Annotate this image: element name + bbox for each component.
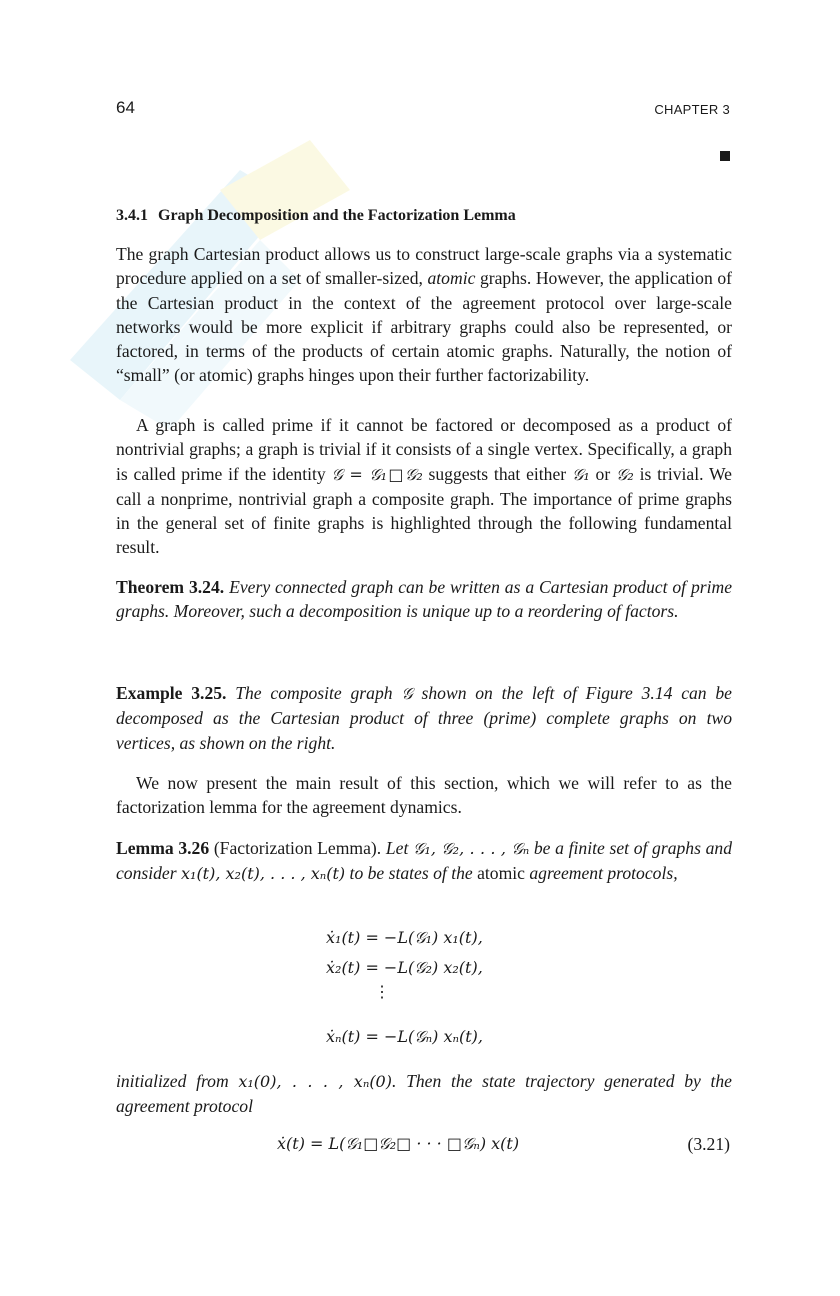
paragraph-2-or: or <box>589 463 616 484</box>
vertical-dots: ⋮ <box>374 984 390 1001</box>
main-equation: ẋ(t) = L(𝒢₁□𝒢₂□ · · · □𝒢ₙ) x(t) <box>277 1134 520 1153</box>
lemma-label: Lemma 3.26 <box>116 838 210 858</box>
paragraph-1-emphasis: atomic <box>427 268 476 289</box>
lemma-text-c: agreement protocols, <box>524 863 678 884</box>
equation-line-n: ẋₙ(t) = −L(𝒢ₙ) xₙ(t), <box>326 1027 483 1046</box>
equation-line-2: ẋ₂(t) = −L(𝒢₂) x₂(t), <box>326 958 483 977</box>
init-math: x₁(0), . . . , xₙ(0) <box>238 1072 392 1091</box>
theorem-3-24 <box>116 575 732 624</box>
graph-g2-math: 𝒢₂ <box>615 464 634 484</box>
lemma-text-a: be a finite set of graphs and consider <box>116 838 732 884</box>
lemma-let: Let <box>381 838 414 858</box>
lemma-graphs-math: 𝒢₁, 𝒢₂, . . . , 𝒢ₙ <box>413 839 530 858</box>
lemma-atomic: atomic <box>477 863 525 884</box>
lemma-text-b: to be states of the <box>345 863 478 884</box>
init-text-a: initialized from <box>116 1071 239 1091</box>
section-number: 3.4.1 <box>116 207 148 224</box>
paragraph-2 <box>116 413 732 560</box>
theorem-body: Every connected graph can be written as a Cartesian product of prime graphs. Moreover, such a decomposition is unique up to a reordering of factors. <box>116 577 733 622</box>
running-head: CHAPTER 3 <box>654 102 730 117</box>
lemma-name: (Factorization Lemma). <box>213 838 382 858</box>
graph-g-math: 𝒢 <box>401 684 413 703</box>
example-text-a: The composite graph <box>235 683 402 703</box>
equation-line-1: ẋ₁(t) = −L(𝒢₁) x₁(t), <box>326 928 483 947</box>
example-text-b: shown on the left of Figure 3.14 can be decomposed as the Cartesian product of three (prime) complete graphs on two vertices, as shown on the right. <box>116 683 732 753</box>
page-number: 64 <box>116 98 135 117</box>
paragraph-2-text-a: A graph is called prime if it cannot be factored or decomposed as a product of nontrivial graphs; a graph is trivial if it consists of a single vertex. Specifically, a graph is called prime if the identity <box>116 415 732 484</box>
example-3-25 <box>116 681 732 755</box>
init-text-b: . Then the state trajectory generated by the agreement protocol <box>116 1071 732 1117</box>
paragraph-1 <box>116 242 732 388</box>
example-label: Example 3.25. <box>116 683 227 703</box>
paragraph-3: We now present the main result of this section, which we will refer to as the factorization lemma for the agreement dynamics. <box>116 773 732 818</box>
paragraph-2-text-c: is trivial. We call a nonprime, nontrivial graph a composite graph. The importance of prime graphs in the general set of finite graphs is highlighted through the following fundamental result. <box>116 463 732 558</box>
paragraph-2-text-b: suggests that either <box>422 463 572 484</box>
paragraph-1-text-a: The graph Cartesian product allows us to construct large-scale graphs via a systematic procedure applied on a set of smaller-sized, <box>116 244 732 289</box>
lemma-states-math: x₁(t), x₂(t), . . . , xₙ(t) <box>181 864 346 884</box>
graph-g1-math: 𝒢₁ <box>571 464 590 484</box>
equation-number: (3.21) <box>687 1134 730 1154</box>
theorem-label: Theorem 3.24. <box>116 577 225 597</box>
paragraph-1-text-b: graphs. However, the application of the Cartesian product in the context of the agreement protocol over large-scale networks would be more explicit if arbitrary graphs could also be represented, or factored, in terms of the products of certain atomic graphs. Naturally, the notion of “small” (or atomic) graphs hinges upon their further factorizability. <box>116 268 732 386</box>
section-title: Graph Decomposition and the Factorization Lemma <box>158 207 516 224</box>
lemma-3-26 <box>116 836 732 887</box>
qed-square-icon <box>720 151 730 161</box>
initialization-text <box>116 1069 732 1119</box>
prime-identity-math: 𝒢 = 𝒢₁□𝒢₂ <box>331 464 423 484</box>
section-heading <box>116 207 516 225</box>
